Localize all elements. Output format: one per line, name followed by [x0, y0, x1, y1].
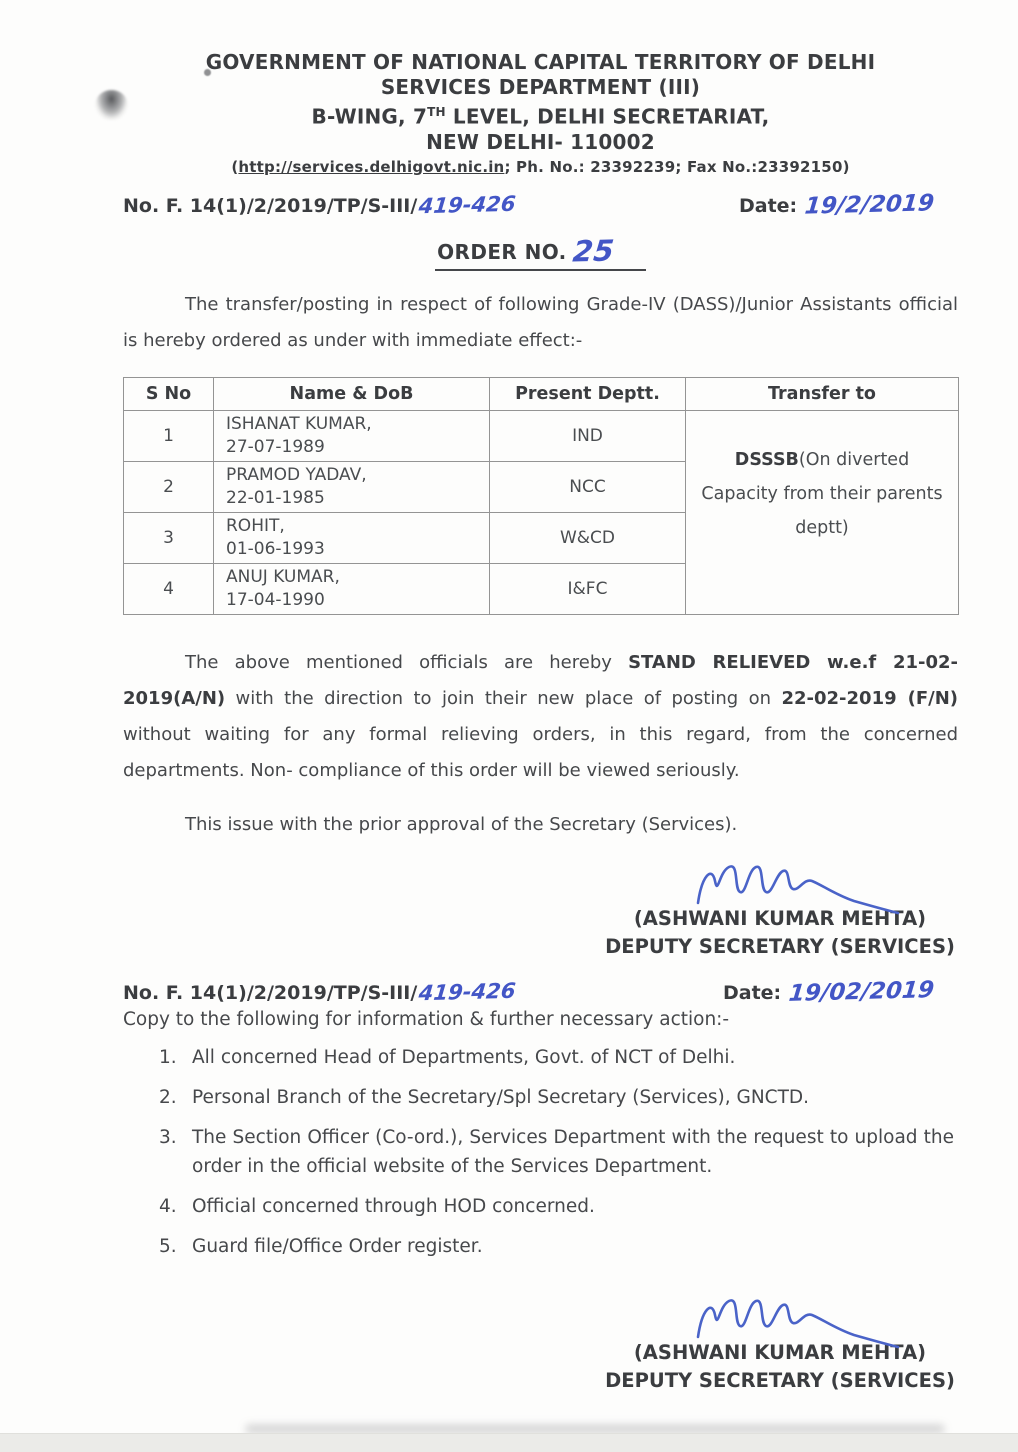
reference-line-top — [123, 189, 958, 220]
present-deptt-cell: I&FC — [490, 563, 686, 614]
contact-open-paren: ( — [231, 157, 239, 176]
contact-line — [123, 156, 958, 179]
address-line-1-sup: TH — [427, 105, 446, 119]
copy-section — [123, 976, 958, 1261]
copy-list-item — [123, 1083, 958, 1112]
signature-block — [590, 905, 970, 961]
copy-intro: Copy to the following for information & further necessary action:- — [123, 1008, 730, 1030]
s-no-cell: 1 — [124, 410, 214, 461]
date-label: Date: — [739, 194, 798, 217]
relieved-paragraph — [123, 645, 958, 789]
official-dob: 17-04-1990 — [226, 589, 325, 610]
transfer-to-bold: DSSSB — [734, 450, 799, 471]
present-deptt-cell: NCC — [490, 461, 686, 512]
s-no-cell: 4 — [124, 563, 214, 614]
name-dob-cell — [214, 410, 490, 461]
signatory-name: (ASHWANI KUMAR MEHTA) — [633, 1340, 927, 1364]
header-present-deptt: Present Deptt. — [490, 377, 686, 410]
government-name: GOVERNMENT OF NATIONAL CAPITAL TERRITORY OF DELHI — [205, 50, 876, 74]
relieved-seg-3: without waiting for any formal relieving orders, in this regard, from the concerned departments. Non- compliance of this order will be viewed seriously. — [123, 723, 958, 781]
order-heading — [123, 234, 958, 271]
date-handwritten: 19/02/2019 — [787, 976, 936, 1007]
name-dob-cell — [214, 512, 490, 563]
transfer-to-cell — [686, 410, 959, 614]
item-number: 2. — [159, 1086, 177, 1108]
table-row — [124, 410, 959, 461]
department-name: SERVICES DEPARTMENT (III) — [380, 75, 701, 99]
header-s-no: S No — [124, 377, 214, 410]
order-number-line — [435, 234, 646, 271]
transfer-to-rest: (On diverted Capacity from their parents deptt) — [701, 450, 943, 539]
item-number: 3. — [159, 1126, 177, 1148]
item-text: Guard file/Office Order register. — [192, 1235, 483, 1257]
order-label: ORDER NO. — [437, 239, 567, 264]
official-dob: 22-01-1985 — [226, 487, 325, 508]
date-field — [723, 976, 958, 1007]
signatory-name: (ASHWANI KUMAR MEHTA) — [633, 906, 927, 930]
official-dob: 01-06-1993 — [226, 538, 325, 559]
transfer-table — [123, 377, 959, 615]
name-dob-cell — [214, 563, 490, 614]
file-number — [123, 193, 516, 217]
item-text: Official concerned through HOD concerned. — [192, 1195, 595, 1217]
s-no-cell: 3 — [124, 512, 214, 563]
item-number: 5. — [159, 1235, 177, 1257]
relieved-date-1: STAND RELIEVED w.e.f 21-02-2019(A/N) — [123, 651, 958, 709]
website-url: http://services.delhigovt.nic.in — [238, 157, 505, 176]
item-number: 4. — [159, 1195, 177, 1217]
name-dob-cell — [214, 461, 490, 512]
copy-list-item — [123, 1123, 958, 1181]
file-number-handwritten: 419-426 — [417, 191, 517, 218]
official-name: ISHANAT KUMAR, — [226, 413, 372, 434]
present-deptt-cell: IND — [490, 410, 686, 461]
address-line-2: NEW DELHI- 110002 — [426, 129, 655, 154]
file-number-handwritten: 419-426 — [417, 978, 517, 1005]
address-line-1-pre: B-WING, 7 — [311, 104, 428, 129]
address-line-1 — [123, 100, 958, 130]
relieved-seg-2: with the direction to join their new place of posting on — [225, 687, 782, 709]
approval-line: This issue with the prior approval of the Secretary (Services). — [185, 813, 738, 835]
copy-list-item — [123, 1192, 958, 1221]
official-name: ANUJ KUMAR, — [226, 566, 340, 587]
reference-line-bottom — [123, 976, 958, 1007]
file-number-label: No. F. 14(1)/2/2019/TP/S-III/ — [123, 194, 418, 217]
contact-phone-fax: ; Ph. No.: 23392239; Fax No.:23392150) — [504, 157, 850, 176]
signatory-title: DEPUTY SECRETARY (SERVICES) — [605, 934, 955, 958]
copy-list-item — [123, 1232, 958, 1261]
header-name-dob: Name & DoB — [214, 377, 490, 410]
item-number: 1. — [159, 1046, 177, 1068]
intro-paragraph: The transfer/posting in respect of following Grade-IV (DASS)/Junior Assistants official is hereby ordered as under with immediate effect:- — [123, 293, 958, 351]
official-name: PRAMOD YADAV, — [226, 464, 367, 485]
present-deptt-cell: W&CD — [490, 512, 686, 563]
file-number-label: No. F. 14(1)/2/2019/TP/S-III/ — [123, 981, 418, 1004]
letterhead — [123, 50, 958, 179]
relieved-date-2: 22-02-2019 (F/N) — [781, 687, 958, 709]
scan-bottom-strip-artifact — [0, 1433, 1018, 1452]
copy-list — [123, 1043, 958, 1261]
file-number — [123, 980, 516, 1004]
item-text: All concerned Head of Departments, Govt. of NCT of Delhi. — [192, 1046, 736, 1068]
signature-block — [590, 1339, 970, 1395]
address-line-1-post: LEVEL, DELHI SECRETARIAT, — [445, 104, 770, 129]
signatory-title: DEPUTY SECRETARY (SERVICES) — [605, 1368, 955, 1392]
date-label: Date: — [723, 981, 782, 1004]
item-text: The Section Officer (Co-ord.), Services Department with the request to upload the order in the official website of the Services Department. — [192, 1126, 954, 1177]
header-transfer-to: Transfer to — [686, 377, 959, 410]
date-handwritten: 19/2/2019 — [803, 189, 936, 220]
official-dob: 27-07-1989 — [226, 436, 325, 457]
copy-list-item — [123, 1043, 958, 1072]
official-name: ROHIT, — [226, 515, 285, 536]
table-header-row — [124, 377, 959, 410]
s-no-cell: 2 — [124, 461, 214, 512]
item-text: Personal Branch of the Secretary/Spl Secretary (Services), GNCTD. — [192, 1086, 810, 1108]
date-field — [739, 189, 958, 220]
order-number-handwritten: 25 — [570, 233, 616, 269]
relieved-seg-1: The above mentioned officials are hereby — [185, 651, 629, 673]
